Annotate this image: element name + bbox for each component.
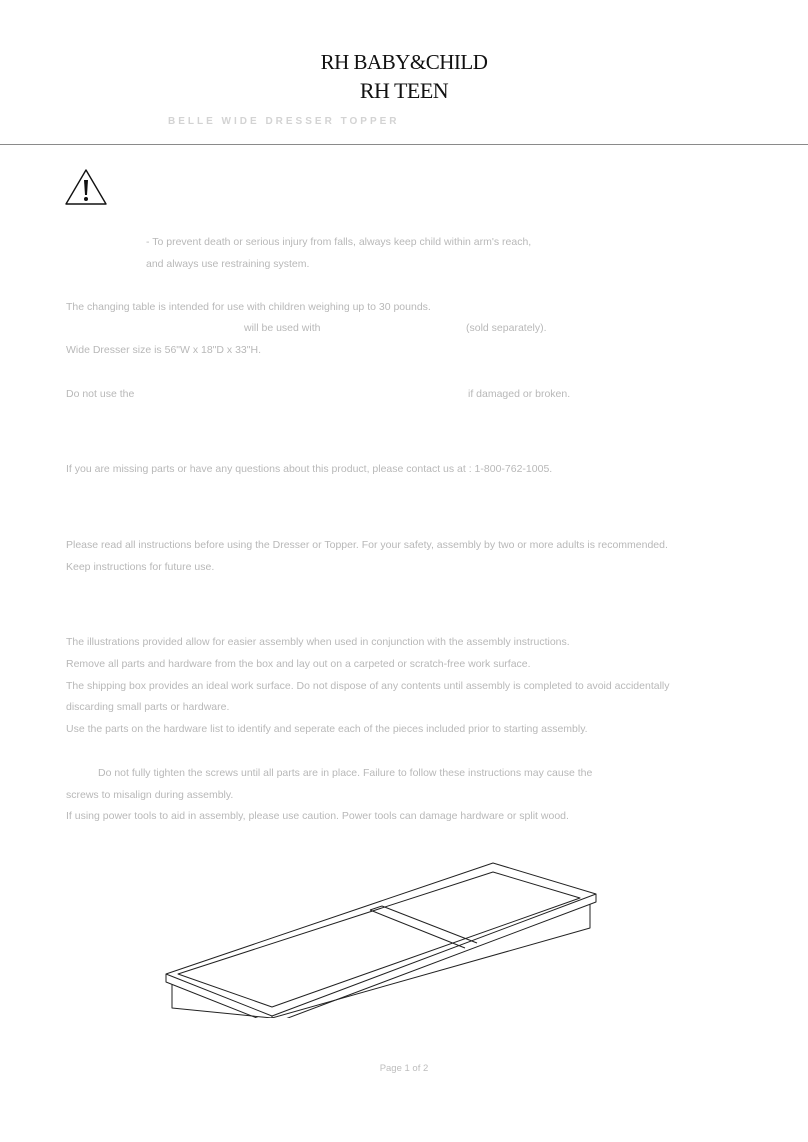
damage-warning-part2: if damaged or broken. [468,388,571,400]
brand-line-2: RH TEEN [359,78,449,103]
damage-warning-part1: Do not use the [66,388,135,400]
assembly-note-3: The shipping box provides an ideal work surface. Do not dispose of any contents until assembly is completed to avoid accidentally [66,680,670,692]
assembly-note-2: Remove all parts and hardware from the box and lay out on a carpeted or scratch-free work surface. [66,658,531,670]
tip-screws-continued: screws to misalign during assembly. [66,789,234,801]
contact-info: If you are missing parts or have any questions about this product, please contact us at : 1-800-762-1005. [66,463,553,475]
usage-weight-limit: The changing table is intended for use with children weighing up to 30 pounds. [66,301,431,313]
warning-bullet-continued: and always use restraining system. [146,258,310,270]
usage-pairing-part1: will be used with [244,322,321,334]
page-number: Page 1 of 2 [379,1063,429,1074]
brand-line-1: RH BABY&CHILD [320,50,488,74]
assembly-note-4: discarding small parts or hardware. [66,701,230,713]
assembly-note-5: Use the parts on the hardware list to identify and seperate each of the pieces included prior to starting assembly. [66,723,588,735]
keep-instructions: Keep instructions for future use. [66,561,215,573]
product-title: BELLE WIDE DRESSER TOPPER [168,116,400,127]
header-divider [0,144,808,145]
read-instructions: Please read all instructions before using the Dresser or Topper. For your safety, assembly by two or more adults is recommended. [66,539,668,551]
usage-dresser-size: Wide Dresser size is 56"W x 18"D x 33"H. [66,344,261,356]
warning-bullet: - To prevent death or serious injury from falls, always keep child within arm's reach, [146,236,532,248]
warning-triangle-icon [64,168,108,206]
tip-screws: Do not fully tighten the screws until all parts are in place. Failure to follow these instructions may cause the [98,767,593,779]
usage-pairing-part2: (sold separately). [466,322,547,334]
tip-power-tools: If using power tools to aid in assembly, please use caution. Power tools can damage hardware or split wood. [66,810,569,822]
assembly-note-1: The illustrations provided allow for easier assembly when used in conjunction with the assembly instructions. [66,636,570,648]
dresser-topper-illustration [160,858,610,1018]
